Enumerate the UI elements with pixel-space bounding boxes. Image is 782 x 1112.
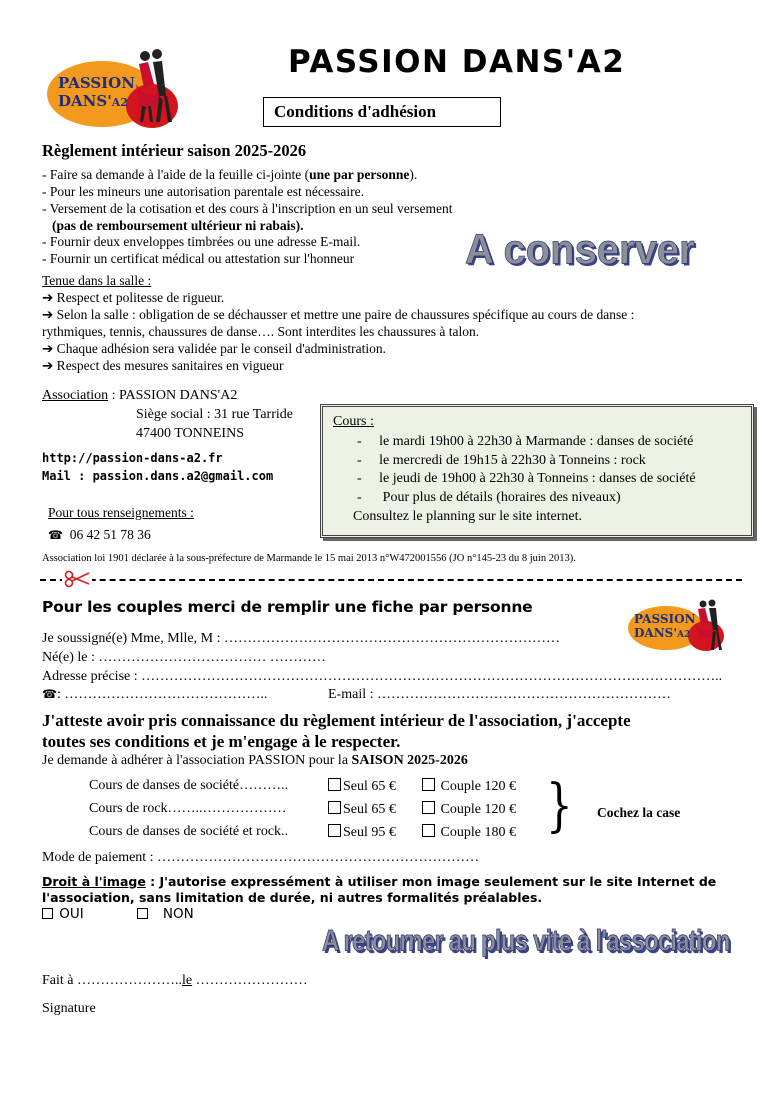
conditions-box: Conditions d'adhésion [263, 97, 501, 127]
cut-line [40, 579, 742, 581]
non-checkbox[interactable]: NON [137, 906, 194, 922]
course-item: - le jeudi de 19h00 à 22h30 à Tonneins : danses de société [357, 471, 696, 486]
checkbox-icon[interactable] [137, 908, 148, 919]
logo-sup: A2 [677, 630, 691, 640]
logo-sup: A2 [111, 96, 128, 109]
club-logo [44, 44, 184, 136]
reglement-item: - Fournir un certificat médical ou attestation sur l'honneur [42, 251, 355, 266]
association-city: 47400 TONNEINS [136, 426, 244, 441]
course-item: - le mercredi de 19h15 à 22h30 à Tonneins : rock [357, 453, 646, 468]
option-seul-checkbox[interactable]: Seul 95 € [328, 824, 396, 841]
phone-line: ☎ 06 42 51 78 36 [48, 527, 151, 542]
option-couple-checkbox[interactable]: Couple 120 € [422, 778, 516, 795]
courses-footer: Consultez le planning sur le site internet. [353, 509, 583, 524]
stamp-a-conserver: A conserver [465, 226, 695, 274]
course-item: - le mardi 19h00 à 22h30 à Marmande : danses de société [357, 434, 694, 449]
option-label: Cours de danses de société……….. [89, 778, 289, 793]
reglement-item: (pas de remboursement ultérieur ni rabais). [52, 218, 304, 233]
page-title: PASSION DANS'A2 [288, 44, 626, 80]
option-label: Cours de danses de société et rock.. [89, 824, 289, 839]
logo-line2: DANS' [58, 92, 112, 110]
option-seul-checkbox[interactable]: Seul 65 € [328, 778, 396, 795]
oui-checkbox[interactable]: OUI [42, 906, 84, 922]
scissors-icon [62, 570, 92, 588]
option-seul-checkbox[interactable]: Seul 65 € [328, 801, 396, 818]
tenue-heading: Tenue dans la salle : [42, 273, 152, 288]
email-link[interactable]: Mail : passion.dans.a2@gmail.com [42, 469, 274, 483]
checkbox-icon[interactable] [422, 778, 435, 791]
courses-box [320, 404, 754, 538]
stamp-a-retourner: A retourner au plus vite à l'association [322, 924, 730, 958]
checkbox-icon[interactable] [328, 824, 341, 837]
cochez-label: Cochez la case [597, 805, 681, 820]
phone-icon: ☎ [42, 687, 57, 701]
tenue-line: ➔ Respect des mesures sanitaires en vigueur [42, 358, 284, 373]
tenue-line: ➔ Respect et politesse de rigueur. [42, 290, 225, 305]
reglement-item: - Faire sa demande à l'aide de la feuille ci-jointe (une par personne). [42, 167, 418, 182]
checkbox-icon[interactable] [328, 778, 341, 791]
phone-icon: ☎ [48, 528, 63, 542]
payment-field[interactable]: Mode de paiement : …………………………………………………………… [42, 850, 480, 865]
courses-heading: Cours : [333, 414, 374, 429]
website-link[interactable]: http://passion-dans-a2.fr [42, 451, 223, 465]
brace-icon: } [546, 772, 573, 839]
option-label: Cours de rock……..……………… [89, 801, 287, 816]
association-siege: Siège social : 31 rue Tarride [136, 407, 293, 422]
droit-image-line: l'association, sans limitation de durée, ni autres formalités préalables. [42, 890, 543, 905]
club-logo-small [626, 598, 730, 656]
tenue-line: ➔ Chaque adhésion sera validée par le conseil d'administration. [42, 341, 387, 356]
soussigne-field[interactable]: Je soussigné(e) Mme, Mlle, M : ……………………………………………………………… [42, 631, 560, 646]
fait-field[interactable]: Fait à …………………..le …………………… [42, 973, 308, 988]
option-couple-checkbox[interactable]: Couple 120 € [422, 801, 516, 818]
phone-field[interactable]: ☎: …………………………………….. [42, 687, 268, 702]
checkbox-icon[interactable] [422, 801, 435, 814]
droit-image-line: Droit à l'image : J'autorise expressément à utiliser mon image seulement sur le site Internet de [42, 874, 717, 889]
checkbox-icon[interactable] [328, 801, 341, 814]
checkbox-icon[interactable] [422, 824, 435, 837]
signature-label: Signature [42, 1001, 96, 1016]
association-line: Association : PASSION DANS'A2 [42, 388, 238, 403]
logo-line1: PASSION [58, 74, 135, 92]
reglement-item: - Fournir deux enveloppes timbrées ou une adresse E-mail. [42, 234, 361, 249]
tenue-line: rythmiques, tennis, chaussures de danse…. Sont interdites les chaussures à talon. [42, 324, 480, 339]
checkbox-icon[interactable] [42, 908, 53, 919]
option-couple-checkbox[interactable]: Couple 180 € [422, 824, 516, 841]
attest-line: J'atteste avoir pris connaissance du règlement intérieur de l'association, j'accepte [42, 711, 631, 730]
address-field[interactable]: Adresse précise : …………………………………………………………………………………………………………….. [42, 669, 723, 684]
renseignements-label: Pour tous renseignements : [48, 505, 194, 520]
form-heading: Pour les couples merci de remplir une fiche par personne [42, 598, 533, 616]
legal-notice: Association loi 1901 déclarée à la sous-préfecture de Marmande le 15 mai 2013 n°W472001556 (JO n°145-23 du 8 juin 2013). [42, 553, 576, 564]
reglement-item: - Versement de la cotisation et des cours à l'inscription en un seul versement [42, 201, 453, 216]
logo-line2: DANS' [634, 626, 678, 640]
birthdate-field[interactable]: Né(e) le : ……………………………… ………… [42, 650, 326, 665]
logo-line1: PASSION [634, 612, 696, 626]
reglement-item: - Pour les mineurs une autorisation parentale est nécessaire. [42, 184, 365, 199]
email-field[interactable]: E-mail : ……………………………………………………… [328, 687, 671, 702]
tenue-line: ➔ Selon la salle : obligation de se déchausser et mettre une paire de chaussures spécifique au cours de danse : [42, 307, 635, 322]
reglement-heading: Règlement intérieur saison 2025-2026 [42, 141, 307, 160]
attest-line: toutes ses conditions et je m'engage à le respecter. [42, 732, 401, 751]
demande-line: Je demande à adhérer à l'association PASSION pour la SAISON 2025-2026 [42, 753, 468, 768]
course-item: - Pour plus de détails (horaires des niveaux) [357, 490, 621, 505]
